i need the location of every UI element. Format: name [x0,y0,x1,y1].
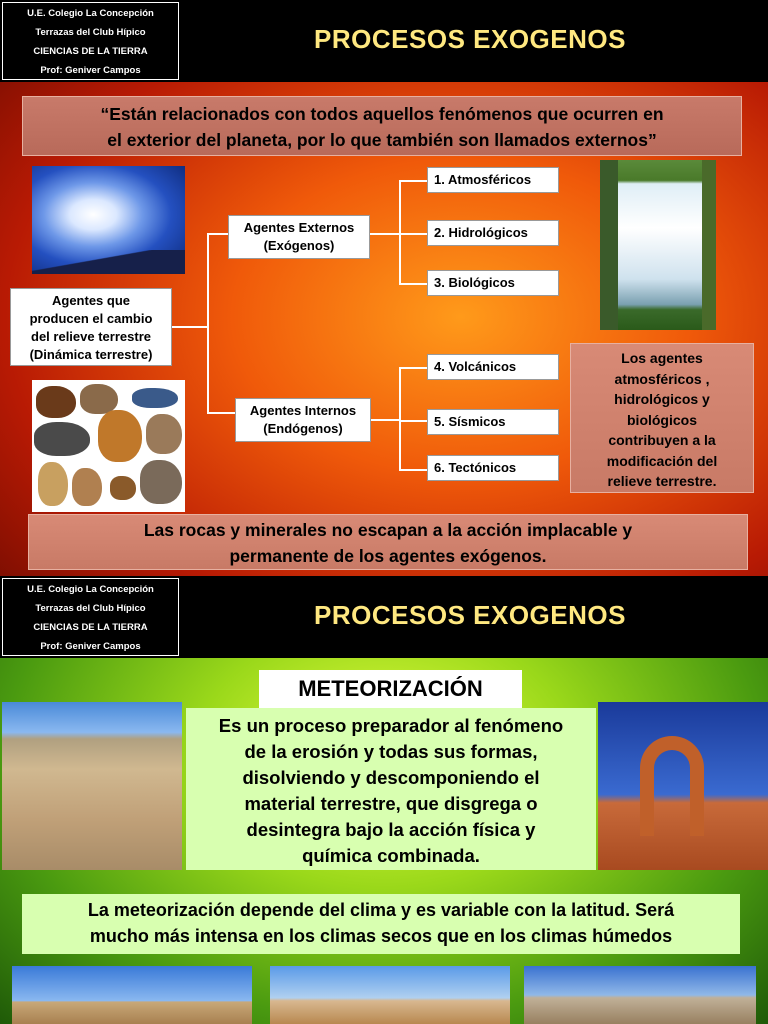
rocks-note-line: permanente de los agentes exógenos. [229,546,547,566]
description-line: disolviendo y descomponiendo el [242,767,540,788]
school-line: Terrazas del Club Hípico [35,603,146,614]
note-line: hidrológicos y [614,391,710,407]
school-line: Prof: Geniver Campos [40,641,141,652]
slide-title: PROCESOS EXOGENOS [314,600,626,630]
slide-procesos-exogenos-2 [0,576,768,1024]
description-line: desintegra bajo la acción física y [246,819,536,840]
header-bar [0,0,768,82]
description-line: material terrestre, que disgrega o [244,793,538,814]
connector-line [399,283,427,285]
landscape-photo-1 [12,966,252,1024]
slide-title: PROCESOS EXOGENOS [314,24,626,54]
landscape-photo-2 [270,966,510,1024]
note-line: atmosféricos , [614,370,710,387]
rocks-note-box [28,514,748,570]
school-line: CIENCIAS DE LA TIERRA [33,622,148,633]
landscape-photo-3 [524,966,756,1024]
description-line: Es un proceso preparador al fenómeno [218,715,564,736]
note-line: modificación del [606,452,718,469]
quote-box [22,96,742,156]
note-line: Los agentes [621,350,703,366]
school-line: CIENCIAS DE LA TIERRA [33,46,148,57]
rock-arch-shape [640,736,704,836]
main-agent-line: producen el cambio [29,311,153,326]
header-bar [0,576,768,658]
connector-line [207,233,228,235]
meteorizacion-description [186,708,596,870]
waterfall-photo [600,160,716,330]
meteorizacion-label: METEORIZACIÓN [259,670,522,708]
connector-line [371,419,400,421]
connector-line [207,412,235,414]
connector-line [399,367,427,369]
description-line: de la erosión y todas sus formas, [244,741,538,762]
agent-sismicos: 5. Sísmicos [427,409,559,435]
external-agents-line: Agentes Externos [243,220,355,235]
connector-line [207,233,209,413]
note-line: contribuyen a la [608,432,716,448]
latitude-note-line: La meteorización depende del clima y es variable con la latitud. Será [87,900,675,920]
latitude-note-box [22,894,740,954]
main-agent-line: (Dinámica terrestre) [29,347,153,362]
external-agents-box [228,215,370,259]
connector-line [399,469,427,471]
internal-agents-box [235,398,371,442]
note-box [570,343,754,493]
animals-photo [32,380,185,512]
rocks-note-line: Las rocas y minerales no escapan a la acción implacable y [143,520,633,540]
school-line: Prof: Geniver Campos [40,65,141,76]
connector-line [399,420,427,422]
quote-line: “Están relacionados con todos aquellos fenómenos que ocurren en [100,104,664,124]
internal-agents-line: Agentes Internos [249,403,357,418]
connector-line [399,233,427,235]
agent-biologicos: 3. Biológicos [427,270,559,296]
main-agent-line: del relieve terrestre [31,329,151,344]
connector-line [399,180,401,284]
connector-line [370,233,400,235]
school-line: U.E. Colegio La Concepción [27,584,154,595]
school-info-box [2,2,179,80]
desert-cracked-ground-photo [2,702,182,870]
description-line: química combinada. [302,845,480,866]
latitude-note-line: mucho más intensa en los climas secos que en los climas húmedos [89,926,673,946]
agent-atmosfericos: 1. Atmosféricos [427,167,559,193]
agent-hidrologicos: 2. Hidrológicos [427,220,559,246]
school-line: U.E. Colegio La Concepción [27,8,154,19]
rock-arch-photo [598,702,768,870]
school-info-box [2,578,179,656]
external-agents-line: (Exógenos) [263,238,335,253]
connector-line [172,326,208,328]
agent-volcanicos: 4. Volcánicos [427,354,559,380]
internal-agents-line: (Endógenos) [263,421,343,436]
sky-clouds-photo [32,166,185,274]
quote-line: el exterior del planeta, por lo que también son llamados externos” [107,130,657,150]
main-agent-line: Agentes que [51,293,130,308]
main-agent-box [10,288,172,366]
connector-line [399,367,401,471]
school-line: Terrazas del Club Hípico [35,27,146,38]
note-line: relieve terrestre. [607,473,717,489]
connector-line [399,180,427,182]
note-line: biológicos [627,411,697,428]
agent-tectonicos: 6. Tectónicos [427,455,559,481]
